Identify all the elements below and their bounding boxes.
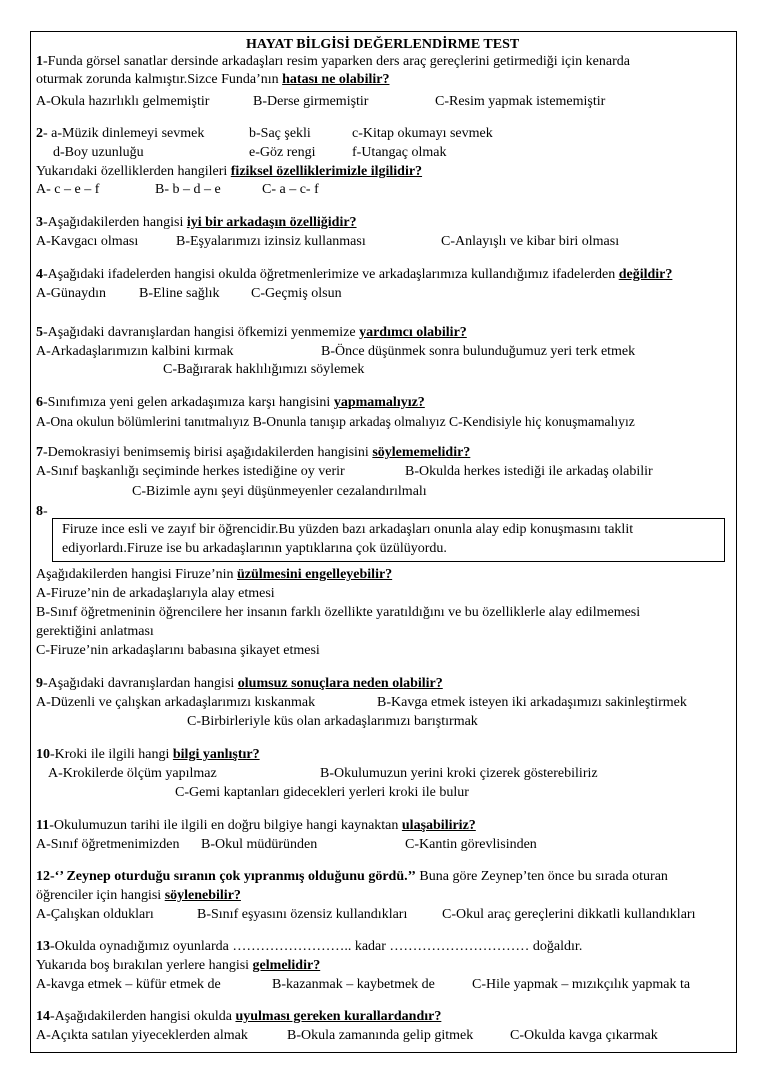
question-3-option-a[interactable]: A-Kavgacı olması — [36, 234, 139, 249]
page-title: HAYAT BİLGİSİ DEĞERLENDİRME TEST — [246, 37, 520, 52]
question-8-number: 8- — [36, 504, 48, 519]
question-9-text: 9-Aşağıdaki davranışlardan hangisi olumsuz sonuçlara neden olabilir? — [36, 676, 443, 691]
question-12-option-b[interactable]: B-Sınıf eşyasını özensiz kullandıkları — [197, 907, 408, 922]
question-2-item-c: c-Kitap okumayı sevmek — [352, 126, 493, 141]
question-4-option-a[interactable]: A-Günaydın — [36, 286, 106, 301]
question-3-option-c[interactable]: C-Anlayışlı ve kibar biri olması — [441, 234, 620, 249]
question-13-text-2: Yukarıda boş bırakılan yerlere hangisi gelmelidir? — [36, 958, 321, 973]
question-2-item-b: b-Saç şekli — [249, 126, 311, 141]
question-12-text: 12-‘’ Zeynep oturduğu sıranın çok yıpranmış olduğunu gördü.’’ Buna göre Zeynep’ten önce bu sırada oturan — [36, 869, 668, 884]
question-5-option-c[interactable]: C-Bağırarak haklılığımızı söylemek — [163, 362, 365, 377]
question-9-option-c[interactable]: C-Birbirleriyle küs olan arkadaşlarımızı barıştırmak — [187, 714, 478, 729]
question-13-option-a[interactable]: A-kavga etmek – küfür etmek de — [36, 977, 221, 992]
question-1-option-a[interactable]: A-Okula hazırlıklı gelmemiştir — [36, 94, 210, 109]
question-13-option-b[interactable]: B-kazanmak – kaybetmek de — [272, 977, 435, 992]
question-12-option-a[interactable]: A-Çalışkan oldukları — [36, 907, 154, 922]
question-4-text: 4-Aşağıdaki ifadelerden hangisi okulda öğretmenlerimize ve arkadaşlarımıza kullandığımız ifadelerden değildir? — [36, 267, 673, 282]
question-5-option-a[interactable]: A-Arkadaşlarımızın kalbini kırmak — [36, 344, 234, 359]
question-14-option-a[interactable]: A-Açıkta satılan yiyeceklerden almak — [36, 1028, 248, 1043]
question-5-text: 5-Aşağıdaki davranışlardan hangisi öfkemizi yenmemize yardımcı olabilir? — [36, 325, 467, 340]
question-2-item-d: d-Boy uzunluğu — [53, 145, 144, 160]
question-8-passage-2: ediyorlardı.Firuze ise bu arkadaşlarının yaptıklarına çok üzülüyordu. — [62, 541, 447, 556]
question-11-option-a[interactable]: A-Sınıf öğretmenimizden — [36, 837, 180, 852]
question-4-option-c[interactable]: C-Geçmiş olsun — [251, 286, 342, 301]
question-10-text: 10-Kroki ile ilgili hangi bilgi yanlıştır? — [36, 747, 260, 762]
question-7-option-c[interactable]: C-Bizimle aynı şeyi düşünmeyenler cezalandırılmalı — [132, 484, 427, 499]
question-2-option-c[interactable]: C- a – c- f — [262, 182, 319, 197]
question-14-option-c[interactable]: C-Okulda kavga çıkarmak — [510, 1028, 658, 1043]
question-14-option-b[interactable]: B-Okula zamanında gelip gitmek — [287, 1028, 474, 1043]
question-10-option-b[interactable]: B-Okulumuzun yerini kroki çizerek gösterebiliriz — [320, 766, 598, 781]
question-2-option-b[interactable]: B- b – d – e — [155, 182, 221, 197]
question-6-text: 6-Sınıfımıza yeni gelen arkadaşımıza karşı hangisini yapmamalıyız? — [36, 395, 425, 410]
question-8-passage-1: Firuze ince esli ve zayıf bir öğrencidir.Bu yüzden bazı arkadaşları onunla alay edip konuşmasını taklit — [62, 522, 634, 537]
question-10-option-a[interactable]: A-Krokilerde ölçüm yapılmaz — [48, 766, 217, 781]
question-3-text: 3-Aşağıdakilerden hangisi iyi bir arkadaşın özelliğidir? — [36, 215, 357, 230]
question-8-text: Aşağıdakilerden hangisi Firuze’nin üzülmesini engelleyebilir? — [36, 567, 393, 582]
question-12-text-2: öğrenciler için hangisi söylenebilir? — [36, 888, 241, 903]
question-13-option-c[interactable]: C-Hile yapmak – mızıkçılık yapmak ta — [472, 977, 691, 992]
question-10-option-c[interactable]: C-Gemi kaptanları gidecekleri yerleri kroki ile bulur — [175, 785, 469, 800]
question-12-option-c[interactable]: C-Okul araç gereçlerini dikkatli kullandıkları — [442, 907, 696, 922]
question-4-option-b[interactable]: B-Eline sağlık — [139, 286, 220, 301]
question-11-text: 11-Okulumuzun tarihi ile ilgili en doğru bilgiye hangi kaynaktan ulaşabiliriz? — [36, 818, 476, 833]
question-8-option-b-cont: gerektiğini anlatması — [36, 624, 154, 639]
question-14-text: 14-Aşağıdakilerden hangisi okulda uyulması gereken kurallardandır? — [36, 1009, 442, 1024]
question-7-text: 7-Demokrasiyi benimsemiş birisi aşağıdakilerden hangisini söylememelidir? — [36, 445, 471, 460]
question-11-option-b[interactable]: B-Okul müdüründen — [201, 837, 318, 852]
question-2-item-e: e-Göz rengi — [249, 145, 316, 160]
question-2-item-a: 2- a-Müzik dinlemeyi sevmek — [36, 126, 205, 141]
question-3-option-b[interactable]: B-Eşyalarımızı izinsiz kullanması — [176, 234, 366, 249]
question-13-text: 13-Okulda oynadığımız oyunlarda …………………….. kadar ………………………… doğaldır. — [36, 939, 583, 954]
question-5-option-b[interactable]: B-Önce düşünmek sonra bulunduğumuz yeri terk etmek — [321, 344, 636, 359]
question-2-text: Yukarıdaki özelliklerden hangileri fiziksel özelliklerimizle ilgilidir? — [36, 164, 423, 179]
question-8-option-b[interactable]: B-Sınıf öğretmeninin öğrencilere her insanın farklı özellikte yaratıldığını ve bu özelliklerle alay edilmemesi — [36, 605, 641, 620]
question-8-option-a[interactable]: A-Firuze’nin de arkadaşlarıyla alay etmesi — [36, 586, 275, 601]
question-9-option-b[interactable]: B-Kavga etmek isteyen iki arkadaşımızı sakinleştirmek — [377, 695, 687, 710]
question-2-item-f: f-Utangaç olmak — [352, 145, 447, 160]
question-8-option-c[interactable]: C-Firuze’nin arkadaşlarını babasına şikayet etmesi — [36, 643, 320, 658]
question-6-options[interactable]: A-Ona okulun bölümlerini tanıtmalıyız B-Onunla tanışıp arkadaş olmalıyız C-Kendisiyle hiç konuşmamalıyız — [36, 414, 635, 429]
question-9-option-a[interactable]: A-Düzenli ve çalışkan arkadaşlarımızı kıskanmak — [36, 695, 316, 710]
question-1-option-c[interactable]: C-Resim yapmak istememiştir — [435, 94, 606, 109]
question-7-option-a[interactable]: A-Sınıf başkanlığı seçiminde herkes istediğine oy verir — [36, 464, 345, 479]
question-1-text-2: oturmak zorunda kalmıştır.Sizce Funda’nın hatası ne olabilir? — [36, 72, 390, 87]
question-11-option-c[interactable]: C-Kantin görevlisinden — [405, 837, 537, 852]
question-1-text: 1-Funda görsel sanatlar dersinde arkadaşları resim yaparken ders araç gereçlerini getirmediği için kenarda — [36, 54, 630, 69]
question-7-option-b[interactable]: B-Okulda herkes istediği ile arkadaş olabilir — [405, 464, 653, 479]
question-1-option-b[interactable]: B-Derse girmemiştir — [253, 94, 369, 109]
question-2-option-a[interactable]: A- c – e – f — [36, 182, 100, 197]
